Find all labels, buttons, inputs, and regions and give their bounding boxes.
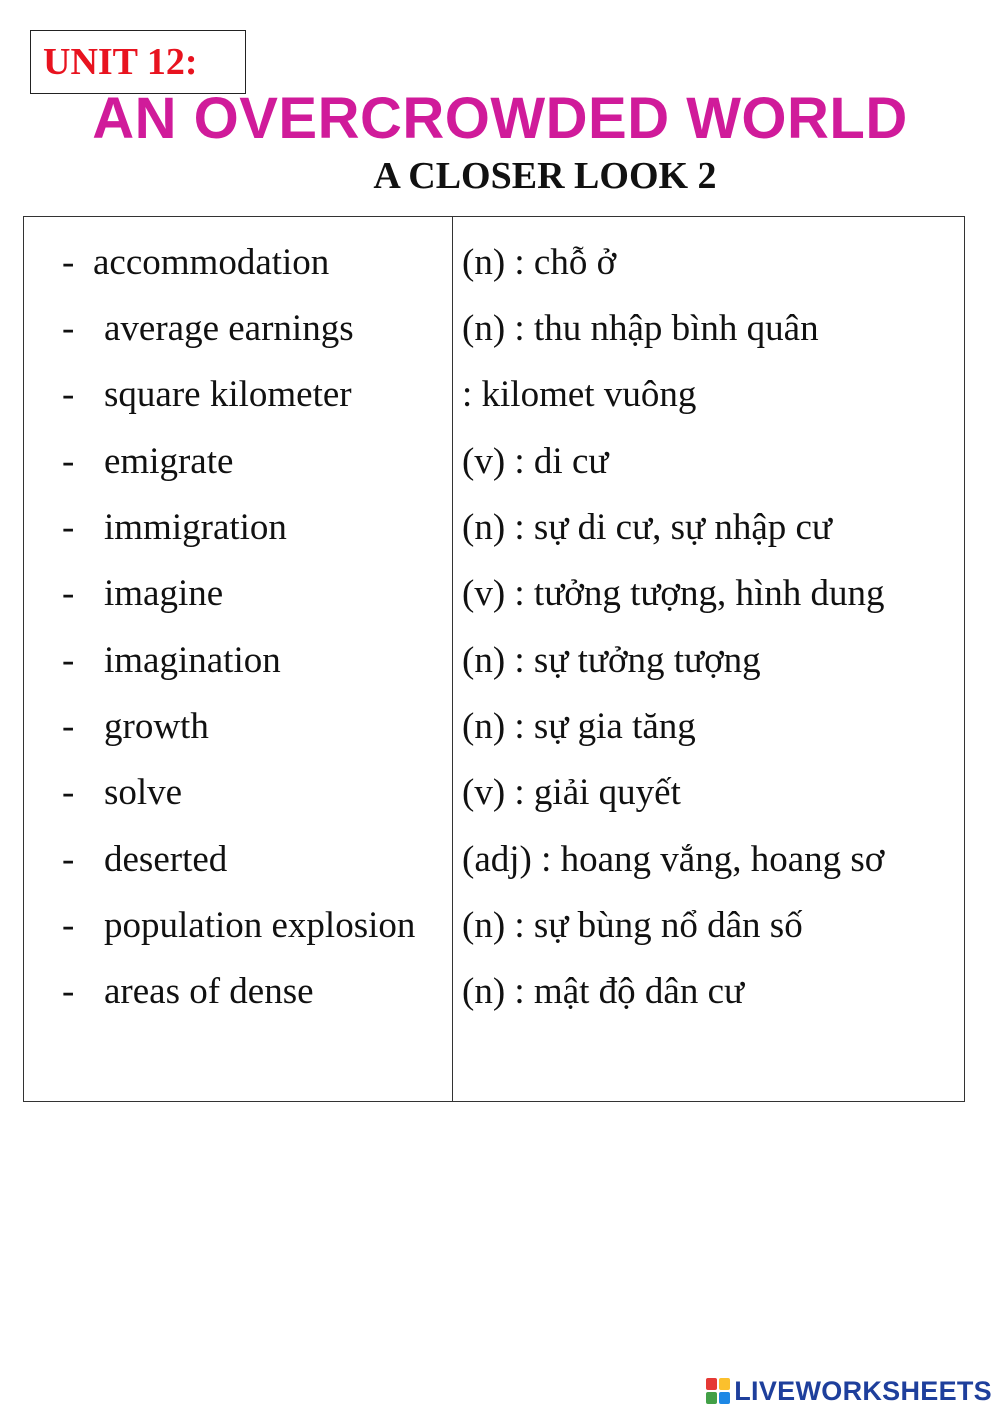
unit-label: UNIT 12:	[30, 30, 246, 94]
list-dash: -	[62, 507, 75, 548]
vocab-term: emigrate	[104, 441, 234, 482]
liveworksheets-logo-icon	[706, 1378, 730, 1404]
vocab-meaning: (adj) : hoang vắng, hoang sơ	[462, 839, 885, 880]
list-dash: -	[62, 971, 75, 1012]
vocabulary-table	[23, 216, 965, 1102]
vocab-meaning: (n) : sự di cư, sự nhập cư	[462, 507, 832, 548]
vocab-term: square kilometer	[104, 374, 352, 415]
list-dash: -	[62, 640, 75, 681]
list-dash: -	[62, 706, 75, 747]
vocab-term: accommodation	[93, 242, 330, 283]
vocab-meaning: (n) : chỗ ở	[462, 242, 617, 283]
table-row	[24, 760, 964, 826]
vocab-term: imagine	[104, 573, 224, 614]
vocab-term: imagination	[104, 640, 281, 681]
table-row	[24, 296, 964, 362]
vocab-term: immigration	[104, 507, 287, 548]
vocab-meaning: (v) : tưởng tượng, hình dung	[462, 573, 885, 614]
vocab-meaning: (n) : thu nhập bình quân	[462, 308, 819, 349]
page-title: AN OVERCROWDED WORLD	[92, 86, 908, 151]
vocab-meaning: (n) : sự gia tăng	[462, 706, 696, 747]
list-dash: -	[62, 441, 75, 482]
table-row	[24, 230, 964, 296]
list-dash: -	[62, 772, 75, 813]
vocab-term: growth	[104, 706, 209, 747]
vocab-meaning: (n) : mật độ dân cư	[462, 971, 745, 1012]
table-row	[24, 362, 964, 428]
brand-name: LIVEWORKSHEETS	[734, 1376, 992, 1406]
list-dash: -	[62, 242, 75, 283]
table-row	[24, 628, 964, 694]
list-dash: -	[62, 374, 75, 415]
table-row	[24, 694, 964, 760]
list-dash: -	[62, 839, 75, 880]
list-dash: -	[62, 308, 75, 349]
section-subtitle: A CLOSER LOOK 2	[373, 155, 717, 197]
vocab-meaning: : kilomet vuông	[462, 374, 697, 415]
list-dash: -	[62, 573, 75, 614]
vocab-term: areas of dense	[104, 971, 314, 1012]
vocab-term: population explosion	[104, 905, 416, 946]
table-row	[24, 495, 964, 561]
table-row	[24, 429, 964, 495]
vocab-term: average earnings	[104, 308, 354, 349]
vocab-term: deserted	[104, 839, 228, 880]
table-row	[24, 959, 964, 1025]
table-row	[24, 893, 964, 959]
vocab-meaning: (v) : giải quyết	[462, 772, 681, 813]
vocab-meaning: (n) : sự bùng nổ dân số	[462, 905, 803, 946]
vocab-meaning: (n) : sự tưởng tượng	[462, 640, 761, 681]
table-row	[24, 827, 964, 893]
liveworksheets-brand[interactable]	[706, 1376, 992, 1406]
vocab-meaning: (v) : di cư	[462, 441, 609, 482]
table-row	[24, 561, 964, 627]
list-dash: -	[62, 905, 75, 946]
vocab-term: solve	[104, 772, 183, 813]
